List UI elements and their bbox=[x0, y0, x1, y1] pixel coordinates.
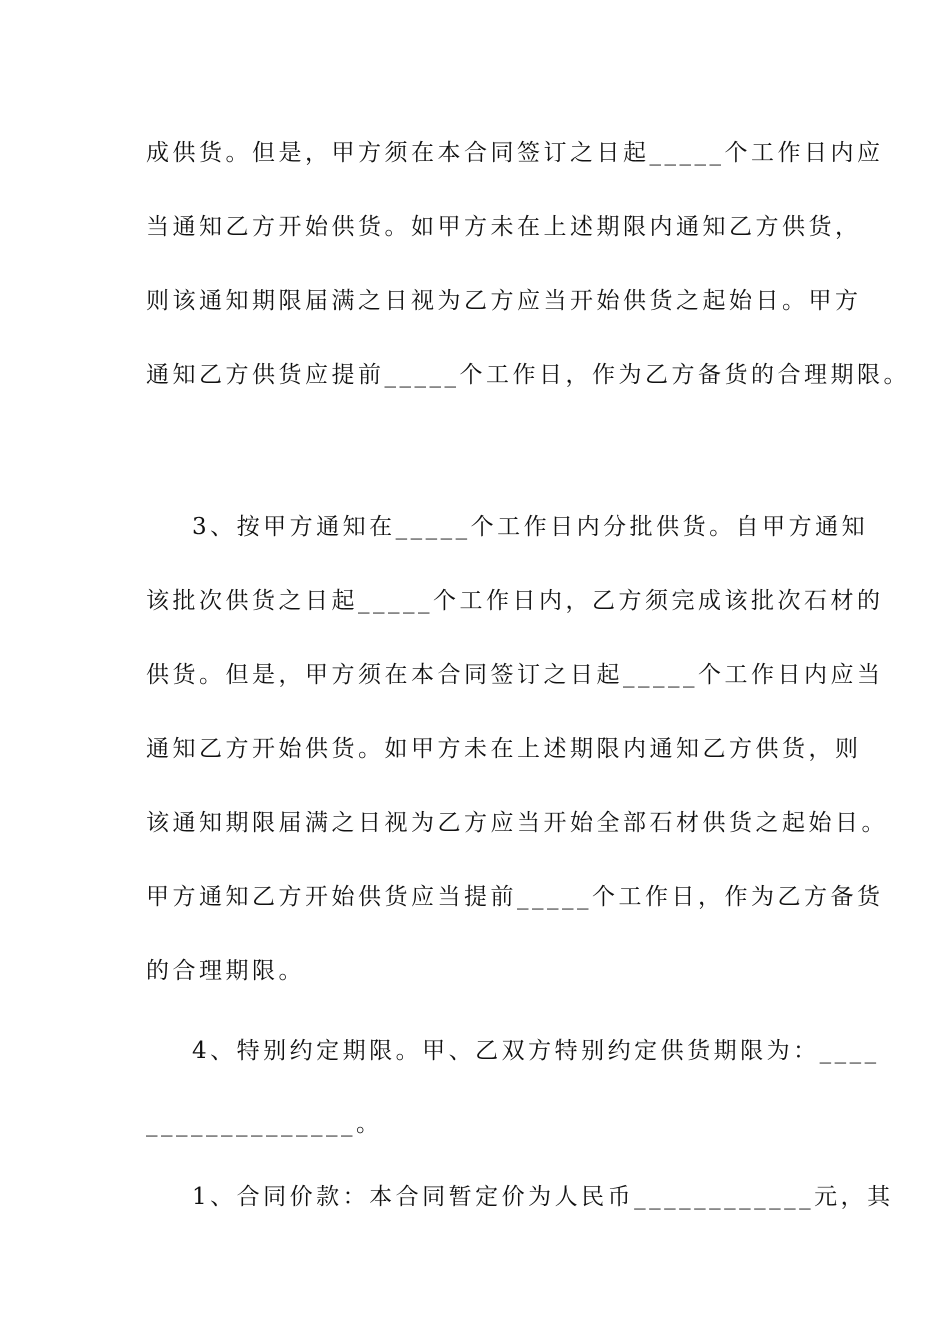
text-line: 通知乙方开始供货。如甲方未在上述期限内通知乙方供货，则 bbox=[146, 736, 862, 762]
text-line: 1、合同价款：本合同暂定价为人民币____________元，其 bbox=[192, 1184, 894, 1210]
text-line: 4、特别约定期限。甲、乙双方特别约定供货期限为：____ bbox=[192, 1038, 880, 1064]
text-line: 甲方通知乙方开始供货应当提前_____个工作日，作为乙方备货 bbox=[146, 884, 884, 910]
text-line: 通知乙方供货应提前_____个工作日，作为乙方备货的合理期限。 bbox=[146, 362, 910, 388]
text-line: 当通知乙方开始供货。如甲方未在上述期限内通知乙方供货， bbox=[146, 214, 862, 240]
text-line: 则该通知期限届满之日视为乙方应当开始供货之起始日。甲方 bbox=[146, 288, 862, 314]
text-line: 3、按甲方通知在_____个工作日内分批供货。自甲方通知 bbox=[192, 514, 869, 540]
text-line: 成供货。但是，甲方须在本合同签订之日起_____个工作日内应 bbox=[146, 140, 884, 166]
text-line: 供货。但是，甲方须在本合同签订之日起_____个工作日内应当 bbox=[146, 662, 884, 688]
text-line: 的合理期限。 bbox=[146, 958, 305, 984]
text-line: ______________。 bbox=[146, 1111, 383, 1137]
text-line: 该批次供货之日起_____个工作日内，乙方须完成该批次石材的 bbox=[146, 588, 884, 614]
text-line: 该通知期限届满之日视为乙方应当开始全部石材供货之起始日。 bbox=[146, 810, 888, 836]
